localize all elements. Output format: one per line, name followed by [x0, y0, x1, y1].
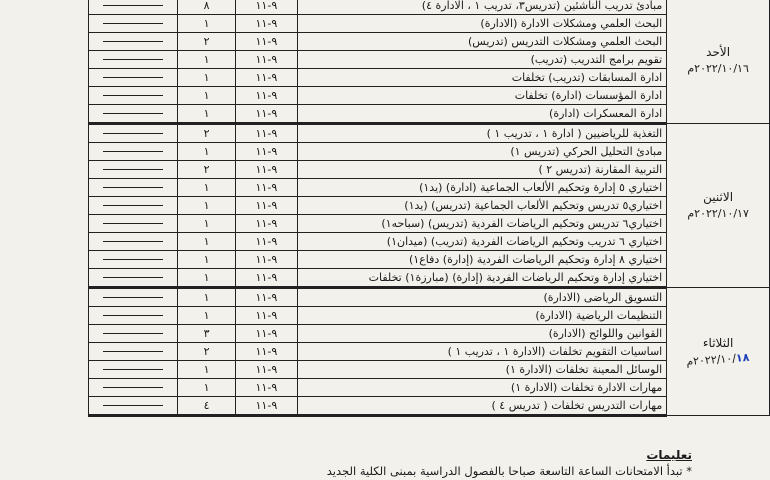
signature-line — [89, 361, 178, 379]
exam-time: ٩-١١ — [235, 233, 297, 251]
blank-dash — [103, 369, 163, 371]
course-name: مبادئ تدريب الناشئين (تدريس٣، تدريب ١ ، الادارة ٤) — [297, 0, 666, 15]
day-date — [671, 350, 766, 371]
blank-dash — [103, 405, 163, 407]
course-name: البحث العلمي ومشكلات الادارة (الادارة) — [297, 15, 666, 33]
student-count: ٣ — [178, 325, 236, 343]
exam-time: ٩-١١ — [235, 288, 297, 307]
exam-time: ٩-١١ — [235, 251, 297, 269]
blank-dash — [103, 315, 163, 317]
exam-time: ٩-١١ — [235, 33, 297, 51]
signature-line — [89, 143, 178, 161]
course-name: ادارة المؤسسات (ادارة) تخلفات — [297, 87, 666, 105]
exam-time: ٩-١١ — [235, 15, 297, 33]
day-cell — [667, 124, 770, 288]
exam-time: ٩-١١ — [235, 325, 297, 343]
student-count: ١ — [178, 15, 236, 33]
course-name: التربية المقارنة (تدريس ٢ ) — [297, 161, 666, 179]
blank-dash — [103, 133, 163, 135]
course-name: الوسائل المعينة تخلفات (الادارة ١) — [297, 361, 666, 379]
signature-line — [89, 33, 178, 51]
day-date: ٢٠٢٢/١٠/١٧م — [687, 207, 749, 220]
day-name: الثلاثاء — [702, 336, 734, 350]
course-name: تقويم برامج التدريب (تدريب) — [297, 51, 666, 69]
course-name: ادارة المسابقات (تدريب) تخلفات — [297, 69, 666, 87]
table-row — [89, 0, 770, 15]
student-count: ١ — [178, 379, 236, 397]
student-count: ٢ — [178, 124, 236, 143]
signature-line — [89, 269, 178, 288]
course-name: اختياري٥ تدريس وتحكيم الألعاب الجماعية (تدريس) (يد١) — [297, 197, 666, 215]
blank-dash — [103, 241, 163, 243]
table-row — [89, 124, 770, 143]
signature-line — [89, 124, 178, 143]
exam-time: ٩-١١ — [235, 215, 297, 233]
signature-line — [89, 233, 178, 251]
exam-time: ٩-١١ — [235, 361, 297, 379]
day-cell — [667, 0, 770, 124]
day-date-corrected-day: ١٨ — [735, 350, 751, 365]
blank-dash — [103, 41, 163, 43]
student-count: ٨ — [178, 0, 236, 15]
student-count: ١ — [178, 51, 236, 69]
day-name: الأحد — [706, 44, 731, 59]
signature-line — [89, 379, 178, 397]
student-count: ١ — [178, 105, 236, 124]
blank-dash — [103, 151, 163, 153]
signature-line — [89, 397, 178, 416]
signature-line — [89, 161, 178, 179]
exam-time: ٩-١١ — [235, 0, 297, 15]
student-count: ١ — [178, 143, 236, 161]
exam-time: ٩-١١ — [235, 379, 297, 397]
student-count: ١ — [178, 361, 236, 379]
day-date-suffix: م — [686, 354, 694, 369]
day-cell — [667, 288, 770, 416]
exam-time: ٩-١١ — [235, 307, 297, 325]
course-name: اختياري ٥ إدارة وتحكيم الألعاب الجماعية (ادارة) (يد١) — [297, 179, 666, 197]
instructions-line: * تبدأ الامتحانات الساعة التاسعة صباحا بالفصول الدراسية بمبنى الكلية الجديد — [326, 464, 692, 478]
student-count: ١ — [178, 179, 236, 197]
table-row — [89, 288, 770, 307]
signature-line — [89, 251, 178, 269]
blank-dash — [103, 95, 163, 97]
blank-dash — [103, 205, 163, 207]
signature-line — [89, 51, 178, 69]
exam-time: ٩-١١ — [235, 143, 297, 161]
exam-time: ٩-١١ — [235, 105, 297, 124]
student-count: ٤ — [178, 397, 236, 416]
blank-dash — [103, 5, 163, 7]
student-count: ٢ — [178, 343, 236, 361]
course-name: البحث العلمي ومشكلات التدريس (تدريس) — [297, 33, 666, 51]
signature-line — [89, 15, 178, 33]
course-name: القوانين واللوائح (الادارة) — [297, 325, 666, 343]
blank-dash — [103, 223, 163, 225]
exam-time: ٩-١١ — [235, 51, 297, 69]
course-name: التسويق الرياضى (الادارة) — [297, 288, 666, 307]
signature-line — [89, 343, 178, 361]
day-date-year-month: ٢٠٢٢/١٠/ — [692, 351, 737, 368]
course-name: التغذية للرياضيين ( ادارة ١ ، تدريب ١ ) — [297, 124, 666, 143]
signature-line — [89, 69, 178, 87]
day-date: ٢٠٢٢/١٠/١٦م — [687, 61, 749, 75]
blank-dash — [103, 187, 163, 189]
blank-dash — [103, 351, 163, 353]
student-count: ١ — [178, 288, 236, 307]
blank-dash — [103, 77, 163, 79]
exam-time: ٩-١١ — [235, 269, 297, 288]
exam-time: ٩-١١ — [235, 179, 297, 197]
course-name: مهارات الادارة تخلفات (الادارة ١) — [297, 379, 666, 397]
blank-dash — [103, 297, 163, 299]
signature-line — [89, 105, 178, 124]
student-count: ١ — [178, 69, 236, 87]
student-count: ١ — [178, 197, 236, 215]
blank-dash — [103, 169, 163, 171]
student-count: ١ — [178, 215, 236, 233]
exam-time: ٩-١١ — [235, 124, 297, 143]
signature-line — [89, 197, 178, 215]
blank-dash — [103, 333, 163, 335]
instructions — [327, 448, 692, 478]
blank-dash — [103, 59, 163, 61]
student-count: ١ — [178, 233, 236, 251]
signature-line — [89, 0, 178, 15]
course-name: اختياري ٦ تدريب وتحكيم الرياضات الفردية (تدريب) (ميدان١) — [297, 233, 666, 251]
exam-time: ٩-١١ — [235, 69, 297, 87]
signature-line — [89, 179, 178, 197]
signature-line — [89, 325, 178, 343]
exam-time: ٩-١١ — [235, 343, 297, 361]
course-name: ادارة المعسكرات (ادارة) — [297, 105, 666, 124]
signature-line — [89, 215, 178, 233]
day-name: الاثنين — [703, 190, 734, 204]
course-name: اساسيات التقويم تخلفات (الادارة ١ ، تدريب ١ ) — [297, 343, 666, 361]
course-name: اختياري٦ تدريس وتحكيم الرياضات الفردية (تدريس) (سباحه١) — [297, 215, 666, 233]
student-count: ١ — [178, 269, 236, 288]
course-name: اختياري إدارة وتحكيم الرياضات الفردية (إدارة) (مبارزة١) تخلفات — [297, 269, 666, 288]
exam-time: ٩-١١ — [235, 161, 297, 179]
exam-time: ٩-١١ — [235, 397, 297, 416]
course-name: اختياري ٨ إدارة وتحكيم الرياضات الفردية (إدارة) دفاع١) — [297, 251, 666, 269]
student-count: ١ — [178, 307, 236, 325]
blank-dash — [103, 387, 163, 389]
student-count: ٢ — [178, 161, 236, 179]
course-name: مبادئ التحليل الحركي (تدريس ١) — [297, 143, 666, 161]
student-count: ٢ — [178, 33, 236, 51]
signature-line — [89, 288, 178, 307]
blank-dash — [103, 259, 163, 261]
exam-schedule-table — [88, 0, 770, 417]
student-count: ١ — [178, 87, 236, 105]
blank-dash — [103, 23, 163, 25]
course-name: مهارات التدريس تخلفات ( تدريس ٤ ) — [297, 397, 666, 416]
exam-time: ٩-١١ — [235, 87, 297, 105]
instructions-title: تعليمات — [646, 448, 692, 462]
signature-line — [89, 87, 178, 105]
blank-dash — [103, 113, 163, 115]
course-name: التنظيمات الرياضية (الادارة) — [297, 307, 666, 325]
student-count: ١ — [178, 251, 236, 269]
blank-dash — [103, 277, 163, 279]
signature-line — [89, 307, 178, 325]
exam-time: ٩-١١ — [235, 197, 297, 215]
